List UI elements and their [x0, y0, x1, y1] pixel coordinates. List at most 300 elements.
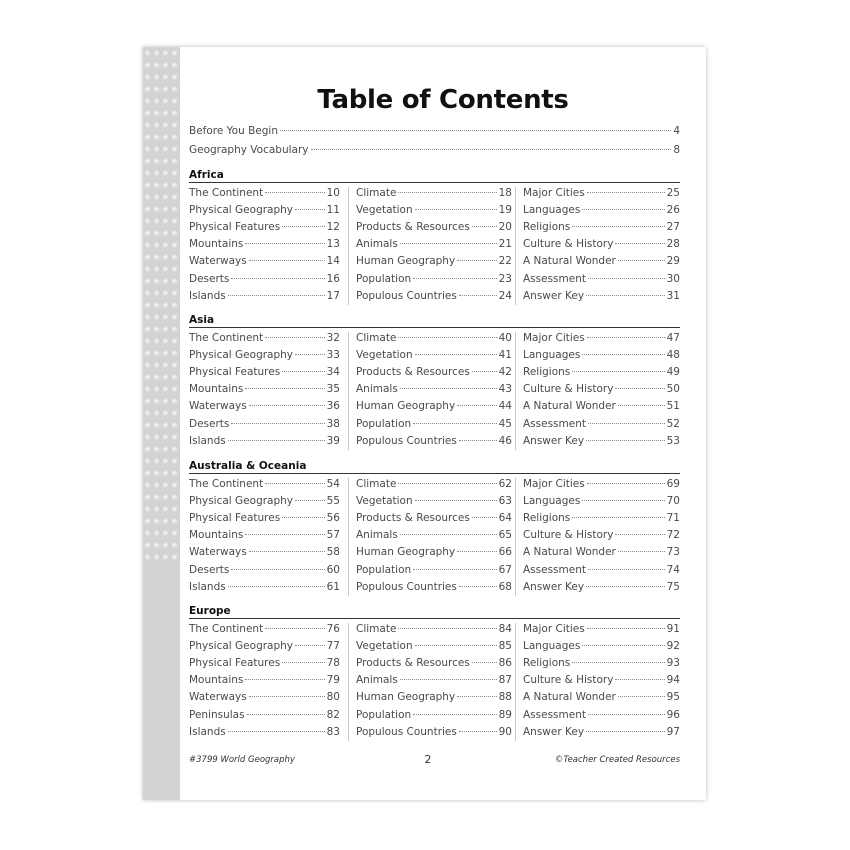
toc-entry-label: Waterways — [189, 546, 247, 559]
dot-leader — [231, 278, 324, 279]
toc-entry-page: 87 — [498, 674, 512, 687]
dot-leader — [245, 679, 324, 680]
toc-entry-page: 31 — [666, 289, 680, 302]
toc-entry-label: The Continent — [189, 332, 264, 344]
toc-entry-page: 40 — [498, 332, 512, 344]
toc-entry — [523, 708, 680, 723]
toc-entry-label: Mountains — [189, 674, 244, 687]
toc-entry — [189, 511, 340, 526]
toc-entry — [356, 254, 512, 269]
section-heading: Australia & Oceania — [189, 459, 680, 474]
toc-entry — [189, 528, 340, 543]
dot-leader — [415, 500, 497, 501]
toc-entry-page: 90 — [498, 725, 512, 738]
column-divider — [348, 478, 349, 596]
toc-entry — [356, 237, 512, 252]
toc-entry-page: 10 — [326, 187, 340, 199]
toc-entry-page: 44 — [498, 400, 512, 413]
dot-leader — [472, 517, 497, 518]
toc-entry-label: Culture & History — [523, 383, 614, 396]
toc-entry-page: 30 — [666, 272, 680, 285]
dot-leader — [311, 149, 672, 150]
toc-entry-label: Waterways — [189, 691, 247, 704]
toc-entry — [356, 289, 512, 304]
toc-entry — [523, 399, 680, 414]
toc-entry-label: Vegetation — [356, 495, 413, 508]
dot-leader — [588, 278, 665, 279]
toc-entry — [523, 622, 680, 637]
toc-entry-label: A Natural Wonder — [523, 255, 616, 268]
toc-entry — [356, 528, 512, 543]
dot-leader — [588, 714, 665, 715]
toc-entry-page: 83 — [326, 725, 340, 738]
toc-entry — [356, 477, 512, 492]
toc-entry-page: 39 — [326, 434, 340, 447]
toc-entry-label: Before You Begin — [189, 125, 279, 137]
toc-entry — [189, 622, 340, 637]
toc-entry — [523, 382, 680, 397]
dot-leader — [615, 243, 664, 244]
toc-entry-label: Animals — [356, 529, 398, 542]
toc-entry-page: 57 — [326, 529, 340, 542]
dot-leader — [588, 423, 665, 424]
toc-entry — [523, 545, 680, 560]
toc-entry-page: 52 — [666, 417, 680, 430]
toc-entry-page: 48 — [666, 349, 680, 362]
toc-entry-label: Vegetation — [356, 349, 413, 362]
toc-entry-label: Physical Features — [189, 221, 281, 234]
toc-entry — [189, 417, 340, 432]
footer-book-title: #3799 World Geography — [189, 755, 295, 765]
dot-leader — [618, 551, 665, 552]
dot-leader — [459, 586, 497, 587]
toc-entry-page: 51 — [666, 400, 680, 413]
toc-entry — [523, 272, 680, 287]
toc-entry-page: 49 — [666, 366, 680, 379]
toc-entry-page: 33 — [326, 349, 340, 362]
toc-entry-page: 75 — [666, 580, 680, 593]
toc-entry-label: Assessment — [523, 708, 586, 721]
toc-entry-label: Populous Countries — [356, 725, 457, 738]
toc-entry — [189, 673, 340, 688]
toc-entry-label: Religions — [523, 221, 571, 234]
toc-entry-page: 20 — [498, 221, 512, 234]
dot-leader — [282, 371, 324, 372]
toc-entry — [189, 399, 340, 414]
toc-entry-label: Peninsulas — [189, 708, 245, 721]
toc-entry-page: 24 — [498, 289, 512, 302]
dot-leader — [586, 295, 665, 296]
toc-entry — [356, 673, 512, 688]
dot-leader — [249, 696, 325, 697]
dot-leader — [472, 371, 497, 372]
toc-entry — [523, 348, 680, 363]
dot-leader — [228, 295, 325, 296]
toc-entry — [189, 656, 340, 671]
footer-publisher: ©Teacher Created Resources — [554, 755, 680, 765]
toc-entry-label: Islands — [189, 725, 226, 738]
toc-entry-page: 85 — [498, 640, 512, 653]
dot-leader — [615, 679, 664, 680]
dot-leader — [618, 260, 665, 261]
toc-entry-label: Assessment — [523, 563, 586, 576]
toc-entry-page: 28 — [666, 238, 680, 251]
dot-leader — [280, 130, 671, 131]
toc-entry-page: 68 — [498, 580, 512, 593]
dot-leader — [231, 423, 324, 424]
document-page — [143, 47, 706, 800]
toc-entry — [356, 399, 512, 414]
column-divider — [348, 332, 349, 450]
toc-entry-page: 47 — [666, 332, 680, 344]
toc-entry — [523, 186, 680, 201]
dot-leader — [586, 440, 665, 441]
dot-leader — [457, 405, 496, 406]
toc-entry — [523, 656, 680, 671]
section-heading: Europe — [189, 604, 680, 619]
toc-entry-page: 43 — [498, 383, 512, 396]
toc-entry-label: A Natural Wonder — [523, 546, 616, 559]
toc-entry-page: 58 — [326, 546, 340, 559]
toc-entry-page: 62 — [498, 478, 512, 490]
dot-leader — [615, 534, 664, 535]
toc-entry-label: Animals — [356, 674, 398, 687]
dot-leader — [228, 440, 325, 441]
toc-entry-label: Major Cities — [523, 478, 585, 490]
toc-entry-page: 21 — [498, 238, 512, 251]
toc-entry-label: Islands — [189, 580, 226, 593]
dot-leader — [457, 551, 496, 552]
toc-entry — [523, 563, 680, 578]
toc-entry-label: Waterways — [189, 400, 247, 413]
toc-entry-page: 23 — [498, 272, 512, 285]
toc-entry-page: 53 — [666, 434, 680, 447]
toc-entry — [356, 272, 512, 287]
toc-entry — [523, 673, 680, 688]
toc-entry — [523, 434, 680, 449]
toc-entry — [189, 563, 340, 578]
toc-entry-page: 91 — [666, 623, 680, 635]
toc-entry — [356, 563, 512, 578]
toc-entry-page: 79 — [326, 674, 340, 687]
toc-entry-label: Religions — [523, 512, 571, 525]
toc-entry — [356, 186, 512, 201]
toc-entry — [189, 348, 340, 363]
toc-entry — [356, 639, 512, 654]
toc-entry-label: Answer Key — [523, 434, 585, 447]
toc-entry — [356, 331, 512, 346]
dot-leader — [413, 569, 496, 570]
dot-leader — [295, 209, 325, 210]
toc-entry-page: 25 — [666, 187, 680, 199]
toc-entry-page: 42 — [498, 366, 512, 379]
toc-entry — [189, 708, 340, 723]
toc-entry — [523, 254, 680, 269]
dot-leader — [295, 645, 325, 646]
toc-entry — [189, 477, 340, 492]
toc-entry-page: 73 — [666, 546, 680, 559]
toc-entry — [523, 477, 680, 492]
toc-entry-page: 74 — [666, 563, 680, 576]
toc-entry — [189, 545, 340, 560]
toc-entry-page: 45 — [498, 417, 512, 430]
toc-entry-page: 54 — [326, 478, 340, 490]
toc-entry-page: 26 — [666, 204, 680, 217]
toc-entry — [523, 511, 680, 526]
dot-leader — [472, 226, 497, 227]
dot-leader — [400, 388, 497, 389]
toc-entry-label: Culture & History — [523, 238, 614, 251]
toc-entry-label: Populous Countries — [356, 289, 457, 302]
column-divider — [515, 187, 516, 305]
dot-leader — [618, 405, 665, 406]
toc-entry-label: Physical Features — [189, 657, 281, 670]
toc-entry-label: Geography Vocabulary — [189, 144, 309, 156]
dot-leader — [459, 440, 497, 441]
toc-entry-page: 4 — [673, 125, 680, 137]
toc-entry-label: Answer Key — [523, 289, 585, 302]
dot-leader — [245, 243, 324, 244]
toc-entry — [189, 220, 340, 235]
toc-entry — [523, 417, 680, 432]
toc-entry — [189, 494, 340, 509]
toc-entry-page: 17 — [326, 289, 340, 302]
dot-leader — [228, 731, 325, 732]
toc-entry — [523, 580, 680, 595]
dot-leader — [282, 662, 324, 663]
toc-entry — [189, 725, 340, 740]
dot-leader — [587, 192, 665, 193]
toc-entry-page: 19 — [498, 204, 512, 217]
toc-entry-label: The Continent — [189, 623, 264, 635]
toc-entry-page: 86 — [498, 657, 512, 670]
toc-entry — [523, 289, 680, 304]
dot-leader — [588, 569, 665, 570]
dot-leader — [586, 586, 665, 587]
dot-leader — [245, 534, 324, 535]
toc-entry-page: 56 — [326, 512, 340, 525]
dot-leader — [282, 226, 324, 227]
dot-leader — [415, 209, 497, 210]
toc-entry-label: Population — [356, 563, 412, 576]
dot-leader — [572, 371, 664, 372]
toc-entry-label: A Natural Wonder — [523, 691, 616, 704]
decorative-side-strip — [143, 47, 180, 800]
toc-entry-page: 27 — [666, 221, 680, 234]
toc-entry-label: Islands — [189, 434, 226, 447]
toc-entry-label: Products & Resources — [356, 366, 470, 379]
toc-entry — [189, 639, 340, 654]
dot-leader — [400, 679, 497, 680]
toc-entry-label: Human Geography — [356, 400, 456, 413]
toc-entry-page: 29 — [666, 255, 680, 268]
toc-entry-label: Mountains — [189, 383, 244, 396]
toc-entry-label: Physical Geography — [189, 640, 294, 653]
toc-entry-page: 46 — [498, 434, 512, 447]
toc-entry-label: Physical Geography — [189, 495, 294, 508]
toc-entry-label: Climate — [356, 478, 397, 490]
toc-entry-label: Vegetation — [356, 204, 413, 217]
toc-entry — [189, 124, 680, 139]
toc-entry — [523, 237, 680, 252]
dot-leader — [400, 534, 497, 535]
column-divider — [348, 187, 349, 305]
dot-leader — [231, 569, 324, 570]
toc-entry-label: The Continent — [189, 187, 264, 199]
toc-entry-page: 13 — [326, 238, 340, 251]
toc-entry — [523, 365, 680, 380]
toc-entry-page: 97 — [666, 725, 680, 738]
toc-entry-label: Mountains — [189, 238, 244, 251]
toc-entry — [189, 272, 340, 287]
toc-entry — [189, 331, 340, 346]
toc-entry — [356, 365, 512, 380]
toc-entry-page: 80 — [326, 691, 340, 704]
toc-entry-page: 72 — [666, 529, 680, 542]
toc-entry — [189, 434, 340, 449]
toc-entry-page: 65 — [498, 529, 512, 542]
toc-entry — [356, 545, 512, 560]
toc-entry-label: Population — [356, 272, 412, 285]
toc-entry-label: Answer Key — [523, 725, 585, 738]
toc-entry — [523, 639, 680, 654]
toc-entry-page: 34 — [326, 366, 340, 379]
toc-entry — [523, 528, 680, 543]
toc-entry — [189, 690, 340, 705]
toc-entry — [189, 580, 340, 595]
dot-leader — [582, 209, 664, 210]
toc-entry-label: Products & Resources — [356, 512, 470, 525]
toc-entry — [356, 511, 512, 526]
section-heading: Africa — [189, 168, 680, 183]
column-divider — [515, 623, 516, 741]
dot-leader — [398, 628, 496, 629]
dot-leader — [587, 628, 665, 629]
toc-entry-label: Assessment — [523, 417, 586, 430]
toc-entry — [523, 331, 680, 346]
dot-leader — [295, 500, 325, 501]
toc-entry — [356, 580, 512, 595]
toc-entry — [523, 725, 680, 740]
toc-entry — [356, 708, 512, 723]
dot-leader — [247, 714, 325, 715]
toc-entry-page: 94 — [666, 674, 680, 687]
toc-entry-page: 66 — [498, 546, 512, 559]
toc-entry — [189, 143, 680, 158]
toc-entry-page: 63 — [498, 495, 512, 508]
dot-leader — [398, 337, 496, 338]
toc-entry-label: Climate — [356, 623, 397, 635]
dot-pattern — [143, 47, 180, 567]
toc-entry-label: Waterways — [189, 255, 247, 268]
toc-entry-page: 70 — [666, 495, 680, 508]
dot-leader — [415, 354, 497, 355]
toc-entry-label: A Natural Wonder — [523, 400, 616, 413]
toc-entry-label: Animals — [356, 383, 398, 396]
dot-leader — [582, 354, 664, 355]
toc-entry — [356, 656, 512, 671]
dot-leader — [249, 260, 325, 261]
dot-leader — [587, 337, 665, 338]
dot-leader — [249, 405, 325, 406]
toc-entry-label: Major Cities — [523, 332, 585, 344]
dot-leader — [295, 354, 325, 355]
toc-entry-label: Climate — [356, 332, 397, 344]
toc-entry-page: 64 — [498, 512, 512, 525]
toc-entry-label: Major Cities — [523, 187, 585, 199]
toc-entry-label: Human Geography — [356, 691, 456, 704]
dot-leader — [457, 260, 496, 261]
toc-entry-label: Languages — [523, 640, 581, 653]
dot-leader — [582, 645, 664, 646]
toc-entry-page: 71 — [666, 512, 680, 525]
toc-entry-page: 96 — [666, 708, 680, 721]
toc-entry-page: 60 — [326, 563, 340, 576]
dot-leader — [282, 517, 324, 518]
toc-entry-page: 67 — [498, 563, 512, 576]
toc-entry — [189, 237, 340, 252]
dot-leader — [572, 517, 664, 518]
toc-entry — [523, 203, 680, 218]
dot-leader — [572, 226, 664, 227]
toc-entry-label: Human Geography — [356, 255, 456, 268]
toc-entry-label: Populous Countries — [356, 580, 457, 593]
column-divider — [348, 623, 349, 741]
toc-entry — [356, 382, 512, 397]
toc-entry — [189, 254, 340, 269]
toc-entry-page: 50 — [666, 383, 680, 396]
toc-entry — [356, 622, 512, 637]
toc-entry — [356, 434, 512, 449]
toc-entry-label: Assessment — [523, 272, 586, 285]
toc-entry — [189, 365, 340, 380]
dot-leader — [457, 696, 496, 697]
dot-leader — [265, 483, 324, 484]
toc-entry-page: 69 — [666, 478, 680, 490]
column-divider — [515, 478, 516, 596]
toc-entry-page: 22 — [498, 255, 512, 268]
dot-leader — [572, 662, 664, 663]
toc-entry — [356, 203, 512, 218]
toc-entry-label: Culture & History — [523, 529, 614, 542]
dot-leader — [615, 388, 664, 389]
toc-entry — [356, 494, 512, 509]
toc-entry-page: 77 — [326, 640, 340, 653]
toc-entry-label: Religions — [523, 657, 571, 670]
toc-entry-label: Mountains — [189, 529, 244, 542]
dot-leader — [582, 500, 664, 501]
toc-entry-label: Deserts — [189, 563, 230, 576]
toc-entry-label: Populous Countries — [356, 434, 457, 447]
toc-entry-label: Languages — [523, 495, 581, 508]
toc-entry-label: Islands — [189, 289, 226, 302]
toc-entry-page: 11 — [326, 204, 340, 217]
toc-entry-label: Human Geography — [356, 546, 456, 559]
toc-entry-page: 14 — [326, 255, 340, 268]
toc-entry-label: Religions — [523, 366, 571, 379]
column-divider — [515, 332, 516, 450]
dot-leader — [398, 192, 496, 193]
toc-entry — [523, 494, 680, 509]
toc-entry-page: 82 — [326, 708, 340, 721]
page-title: Table of Contents — [317, 85, 569, 115]
dot-leader — [245, 388, 324, 389]
toc-entry — [356, 417, 512, 432]
toc-entry — [523, 220, 680, 235]
dot-leader — [249, 551, 325, 552]
toc-entry-page: 18 — [498, 187, 512, 199]
dot-leader — [618, 696, 665, 697]
